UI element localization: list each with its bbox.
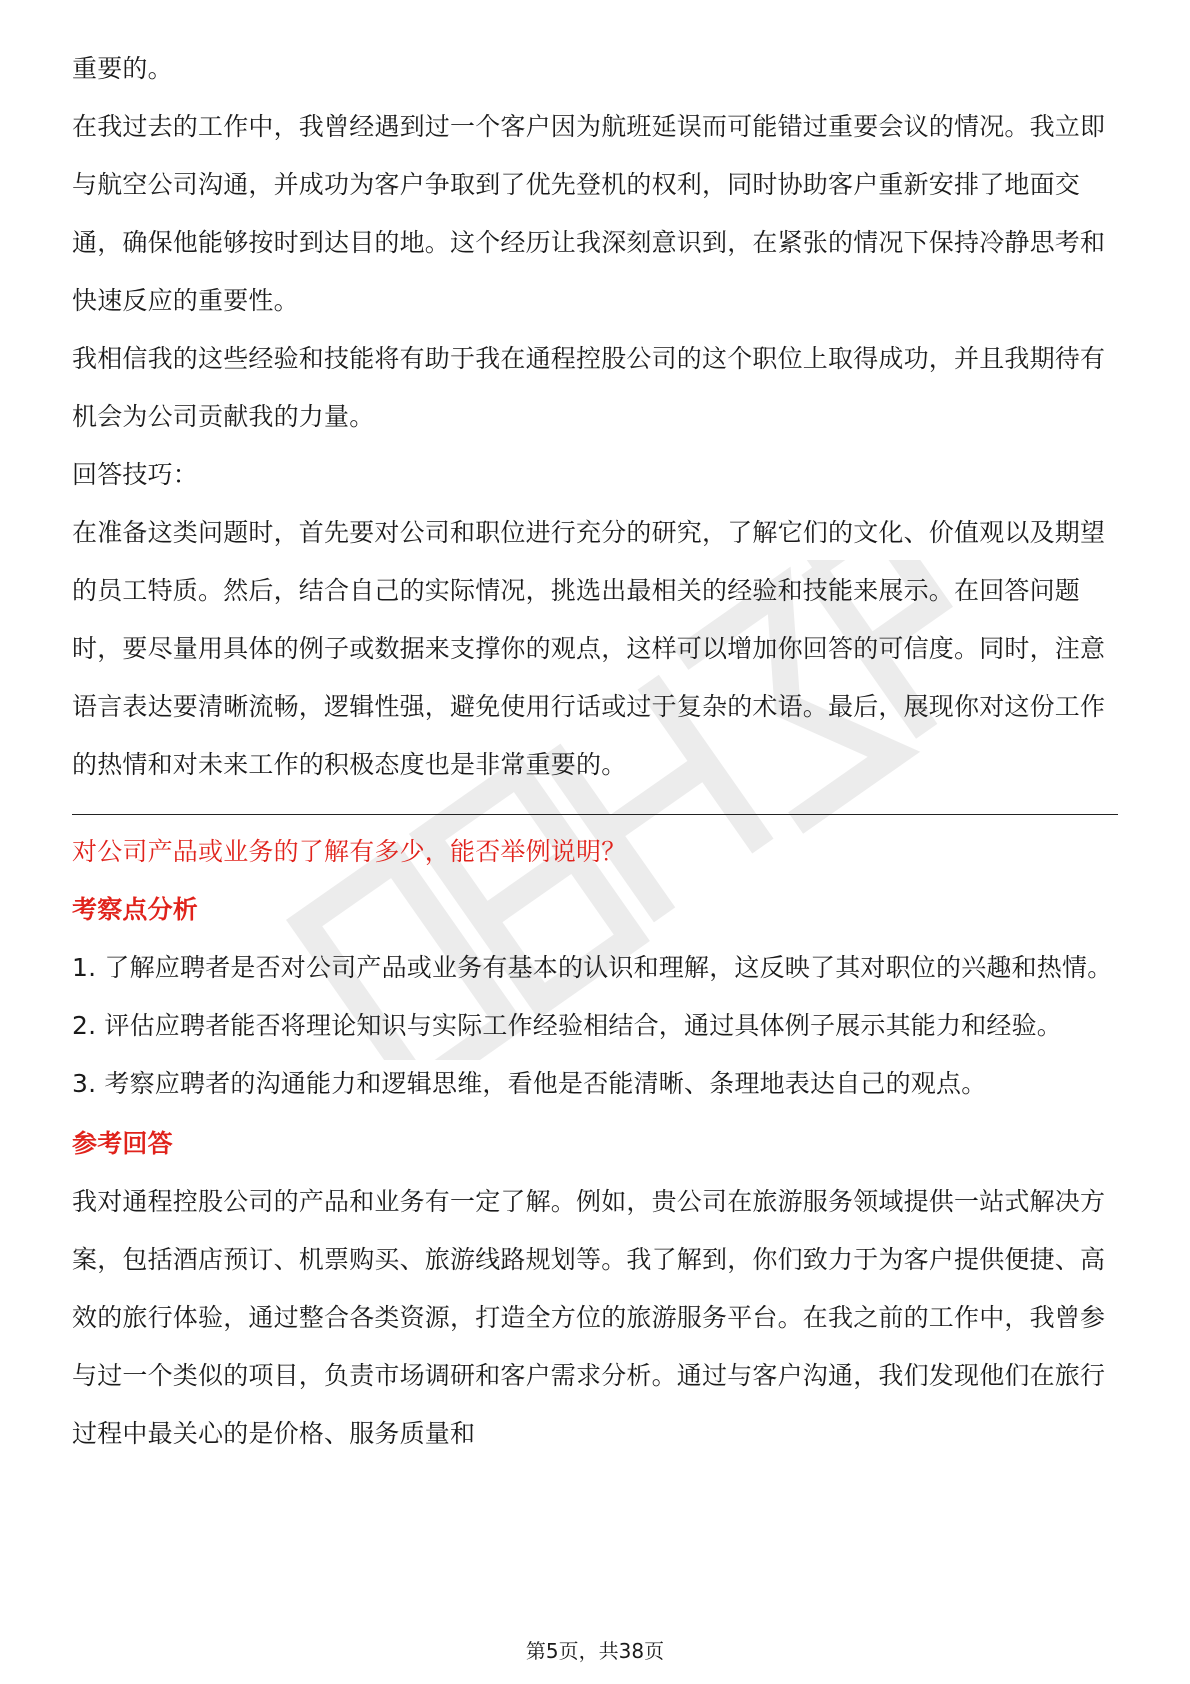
answer-text: 我对通程控股公司的产品和业务有一定了解。例如，贵公司在旅游服务领域提供一站式解决方案，包括酒店预订、机票购买、旅游线路规划等。我了解到，你们致力于为客户提供便捷、高效的旅行体验，通过整合各类资源，打造全方位的旅游服务平台。在我之前的工作中，我曾参与过一个类似的项目，负责市场调研和客户需求分析。通过与客户沟通，我们发现他们在旅行过程中最关心的是价格、服务质量和: [72, 1187, 1106, 1448]
paragraph-continuation: 重要的。: [72, 54, 173, 83]
paragraph-experience: 在我过去的工作中，我曾经遇到过一个客户因为航班延误而可能错过重要会议的情况。我立即与航空公司沟通，并成功为客户争取到了优先登机的权利，同时协助客户重新安排了地面交通，确保他能够按时到达目的地。这个经历让我深刻意识到，在紧张的情况下保持冷静思考和快速反应的重要性。: [72, 112, 1106, 315]
analysis-item-3: 3. 考察应聘者的沟通能力和逻辑思维，看他是否能清晰、条理地表达自己的观点。: [72, 1069, 987, 1098]
analysis-item-2: 2. 评估应聘者能否将理论知识与实际工作经验相结合，通过具体例子展示其能力和经验。: [72, 1011, 1063, 1040]
paragraph-tips: 在准备这类问题时，首先要对公司和职位进行充分的研究，了解它们的文化、价值观以及期望的员工特质。然后，结合自己的实际情况，挑选出最相关的经验和技能来展示。在回答问题时，要尽量用具体的例子或数据来支撑你的观点，这样可以增加你回答的可信度。同时，注意语言表达要清晰流畅，逻辑性强，避免使用行话或过于复杂的术语。最后，展现你对这份工作的热情和对未来工作的积极态度也是非常重要的。: [72, 518, 1106, 779]
analysis-heading: 考察点分析: [72, 895, 199, 924]
page-footer: 第5页，共38页: [525, 1639, 665, 1663]
question-title: 对公司产品或业务的了解有多少，能否举例说明？: [72, 837, 627, 866]
analysis-item-1: 1. 了解应聘者是否对公司产品或业务有基本的认识和理解，这反映了其对职位的兴趣和热情。: [72, 953, 1113, 982]
document-page: [72, 40, 1118, 1463]
tips-label: 回答技巧：: [72, 460, 199, 489]
answer-heading: 参考回答: [72, 1129, 173, 1158]
paragraph-belief: 我相信我的这些经验和技能将有助于我在通程控股公司的这个职位上取得成功，并且我期待有机会为公司贡献我的力量。: [72, 344, 1106, 431]
section-divider: [72, 814, 1118, 815]
